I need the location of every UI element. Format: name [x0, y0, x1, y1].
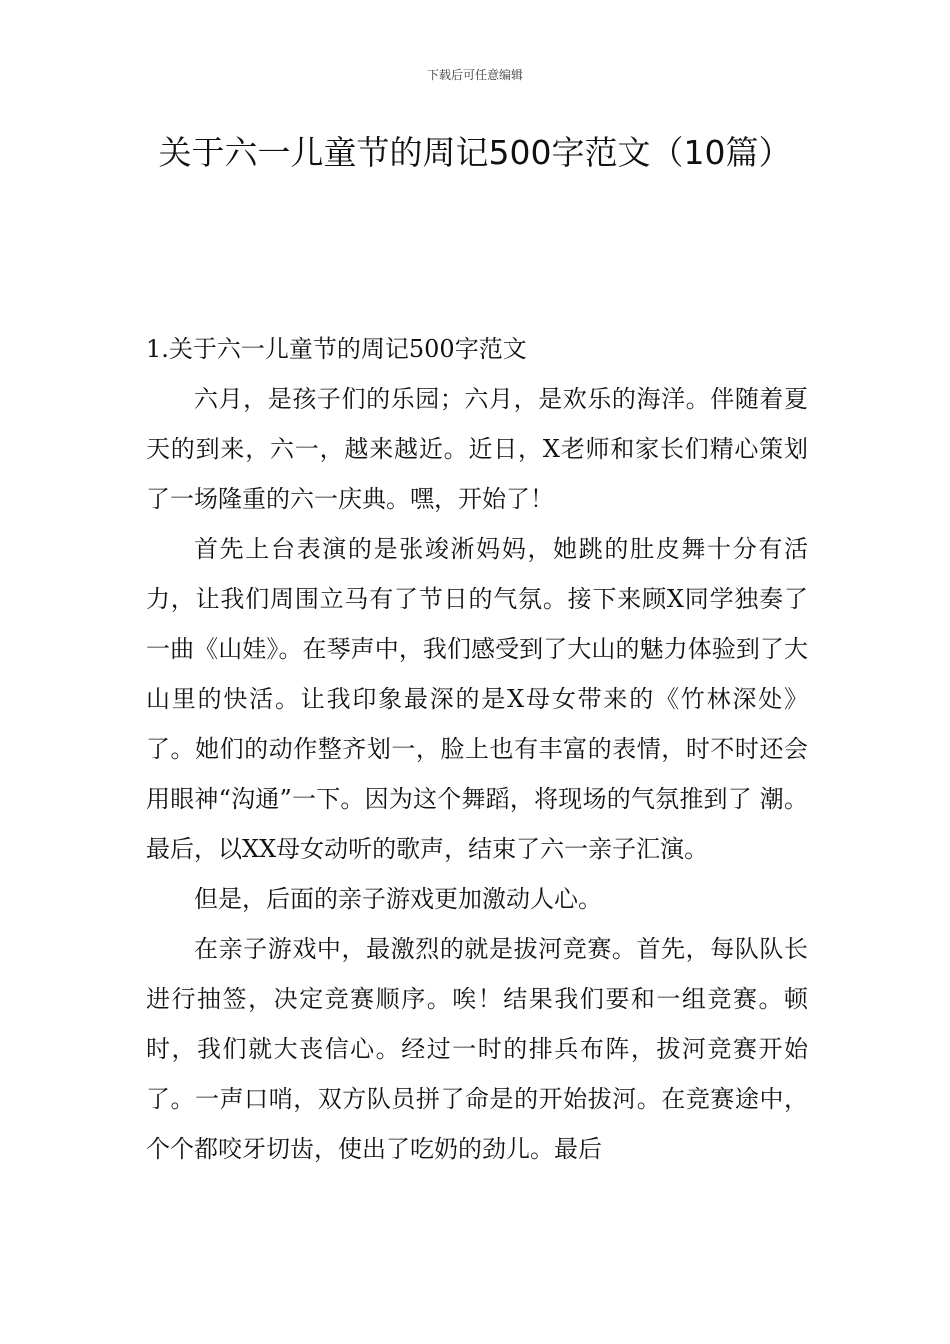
- document-body: [146, 324, 808, 1174]
- document-title: 关于六一儿童节的周记500字范文（10篇）: [158, 133, 792, 172]
- section-heading: 1.关于六一儿童节的周记500字范文: [146, 335, 527, 363]
- paragraph: 首先上台表演的是张竣淅妈妈，她跳的肚皮舞十分有活力，让我们周围立马有了节日的气氛。接下来顾X同学独奏了一曲《山娃》。在琴声中，我们感受到了大山的魅力体验到了大山里的快活。让我印象最深的是X母女带来的《竹林深处》了。她们的动作整齐划一，脸上也有丰富的表情，时不时还会用眼神“沟通”一下。因为这个舞蹈，将现场的气氛推到了 潮。最后，以XX母女动听的歌声，结束了六一亲子汇演。: [146, 535, 808, 863]
- header-note: 下载后可任意编辑: [426, 68, 523, 82]
- paragraph: 在亲子游戏中，最激烈的就是拔河竞赛。首先，每队队长进行抽签，决定竞赛顺序。唉！结果我们要和一组竞赛。顿时，我们就大丧信心。经过一时的排兵布阵，拔河竞赛开始了。一声口哨，双方队员拼了命是的开始拔河。在竞赛途中，个个都咬牙切齿，使出了吃奶的劲儿。最后: [146, 935, 808, 1163]
- paragraph: 六月，是孩子们的乐园；六月，是欢乐的海洋。伴随着夏天的到来，六一，越来越近。近日，X老师和家长们精心策划了一场隆重的六一庆典。嘿，开始了！: [146, 385, 808, 513]
- paragraph: 但是，后面的亲子游戏更加激动人心。: [194, 885, 602, 913]
